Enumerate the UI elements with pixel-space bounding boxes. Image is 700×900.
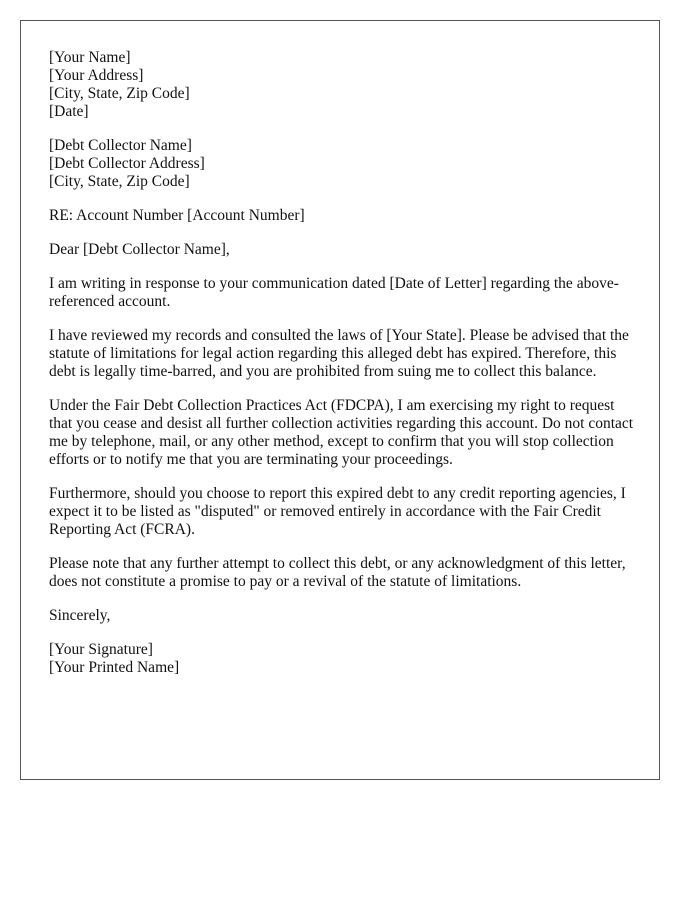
printed-name: [Your Printed Name] — [49, 659, 180, 676]
letter-date: [Date] — [49, 103, 89, 120]
body-paragraph-4: Furthermore, should you choose to report this expired debt to any credit reporting agencies, I expect it to be listed as "disputed" or removed entirely in accordance with the Fair Credit Reporting Act (FCRA). — [49, 485, 626, 538]
letter-body — [49, 49, 639, 693]
sender-name: [Your Name] — [49, 49, 131, 66]
signature-placeholder: [Your Signature] — [49, 641, 153, 658]
body-paragraph-5: Please note that any further attempt to collect this debt, or any acknowledgment of this letter, does not constitute a promise to pay or a revival of the statute of limitations. — [49, 555, 626, 590]
recipient-name: [Debt Collector Name] — [49, 137, 192, 154]
signature-block — [49, 641, 639, 677]
body-paragraph-1: I am writing in response to your communication dated [Date of Letter] regarding the above-referenced account. — [49, 275, 619, 310]
sender-block — [49, 49, 639, 121]
closing: Sincerely, — [49, 607, 111, 624]
recipient-address: [Debt Collector Address] — [49, 155, 205, 172]
body-paragraph-3: Under the Fair Debt Collection Practices Act (FDCPA), I am exercising my right to request that you cease and desist all further collection activities regarding this account. Do not contact me by telephone, mail, or any other method, except to confirm that you will stop collection efforts or to notify me that you are terminating your proceedings. — [49, 397, 634, 468]
sender-address: [Your Address] — [49, 67, 144, 84]
re-line: RE: Account Number [Account Number] — [49, 207, 305, 224]
letter-page — [20, 20, 660, 780]
recipient-city-state-zip: [City, State, Zip Code] — [49, 173, 190, 190]
body-paragraph-2: I have reviewed my records and consulted the laws of [Your State]. Please be advised that the statute of limitations for legal action regarding this alleged debt has expired. Therefore, this debt is legally time-barred, and you are prohibited from suing me to collect this balance. — [49, 327, 629, 380]
recipient-block — [49, 137, 639, 191]
sender-city-state-zip: [City, State, Zip Code] — [49, 85, 190, 102]
salutation: Dear [Debt Collector Name], — [49, 241, 230, 258]
